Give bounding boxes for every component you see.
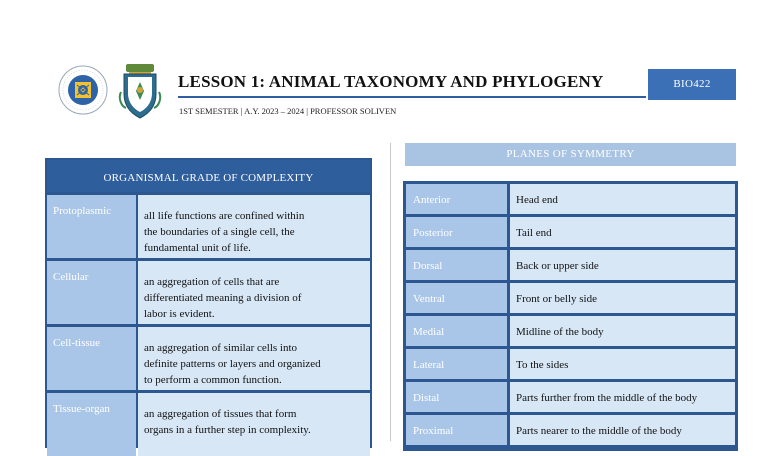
grade-term: Cell-tissue [47,327,136,390]
definition-line: an aggregation of cells that are [144,276,280,288]
symmetry-definition: To the sides [510,349,735,379]
table-row [406,316,735,346]
symmetry-term: Posterior [406,217,507,247]
grade-table-heading: ORGANISMAL GRADE OF COMPLEXITY [47,160,370,192]
college-crest-logo [115,62,165,120]
semester-subtitle: 1ST SEMESTER | A.Y. 2023 – 2024 | PROFESSOR SOLIVEN [179,106,397,116]
grade-term: Protoplasmic [47,195,136,258]
course-code-badge: BIO422 [648,69,736,100]
definition-line: fundamental unit of life. [144,242,251,254]
symmetry-term: Distal [406,382,507,412]
symmetry-definition: Midline of the body [510,316,735,346]
grade-term: Cellular [47,261,136,324]
symmetry-definition: Front or belly side [510,283,735,313]
symmetry-term: Anterior [406,184,507,214]
symmetry-definition: Parts nearer to the middle of the body [510,415,735,445]
symmetry-term: Dorsal [406,250,507,280]
definition-line: an aggregation of similar cells into [144,342,298,354]
table-row [406,217,735,247]
definition-line: definite patterns or layers and organized [144,358,321,370]
definition-line: to perform a common function. [144,374,282,386]
symmetry-term: Proximal [406,415,507,445]
university-seal-logo [58,64,108,116]
table-row [406,349,735,379]
table-row [406,283,735,313]
grade-term: Tissue-organ [47,393,136,456]
grade-definition [138,195,370,258]
planes-of-symmetry-heading: PLANES OF SYMMETRY [405,143,736,166]
table-row [406,250,735,280]
grade-of-complexity-table [45,158,372,448]
definition-line: organs in a further step in complexity. [144,424,311,436]
table-row [47,327,370,390]
table-row [406,184,735,214]
grade-definition [138,261,370,324]
definition-line: the boundaries of a single cell, the [144,226,295,238]
table-row [47,393,370,456]
table-row [406,382,735,412]
planes-of-symmetry-table [403,181,738,451]
definition-line: an aggregation of tissues that form [144,408,297,420]
definition-line: differentiated meaning a division of [144,292,302,304]
grade-definition [138,327,370,390]
table-row [47,261,370,324]
symmetry-term: Lateral [406,349,507,379]
symmetry-term: Medial [406,316,507,346]
symmetry-term: Ventral [406,283,507,313]
symmetry-definition: Back or upper side [510,250,735,280]
symmetry-definition: Head end [510,184,735,214]
title-underline [178,96,646,98]
grade-definition [138,393,370,456]
symmetry-definition: Parts further from the middle of the body [510,382,735,412]
table-row [47,195,370,258]
page-title: LESSON 1: ANIMAL TAXONOMY AND PHYLOGENY [178,72,604,91]
column-divider [390,143,391,441]
definition-line: all life functions are confined within [144,210,305,222]
definition-line: labor is evident. [144,308,215,320]
symmetry-definition: Tail end [510,217,735,247]
